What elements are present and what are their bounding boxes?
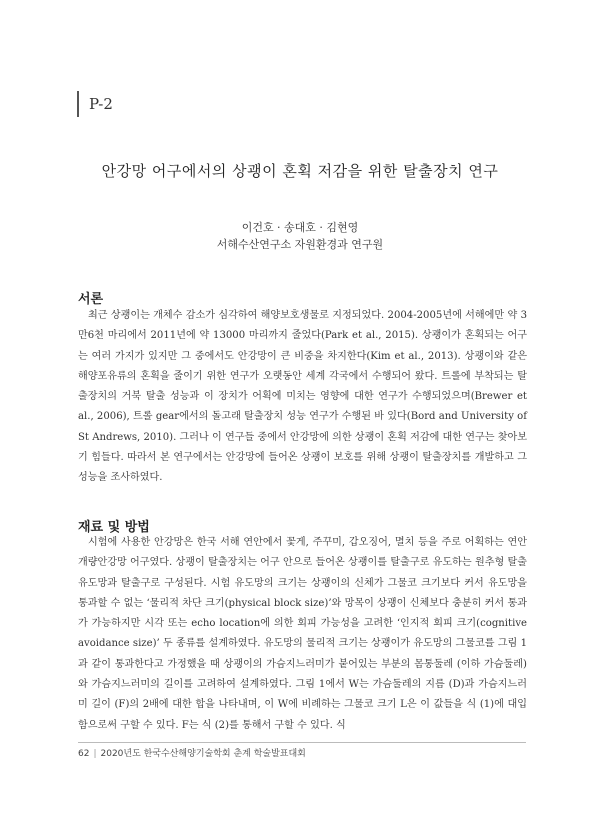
poster-id-tag: P-2 [77, 91, 113, 117]
section-body-methods: 시험에 사용한 안강망은 한국 서해 연안에서 꽃게, 주꾸미, 갑오징어, 멸치 등을 주로 어획하는 연안개량안강망 어구였다. 상괭이 탈출장치는 어구 안으로 들어온 상괭이를 탈출구로 유도하는 원추형 탈출유도망과 탈출구로 구성된다. 시험 유도망의 크기는 상괭이의 신체가 그물코 크기보다 커서 유도망을 통과할 수 없는 ‘물리적 차단 크기(physical block size)’와 망목이 상괭이 신체보다 충분히 커서 통과가 가능하지만 시각 또는 echo location에 의한 회피 가능성을 고려한 ‘인지적 회피 크기(cognitive avoidance size)’ 두 종류를 설계하였다. 유도망의 물리적 크기는 상괭이가 유도망의 그물코를 그림 1과 같이 통과한다고 가정했을 때 상괭이의 가슴지느러미가 붙어있는 부분의 몸통둘레 (이하 가슴둘레)와 가슴지느러미의 길이를 고려하여 설계하였다. 그림 1에서 W는 가슴둘레의 지름 (D)과 가슴지느러미 길이 (F)의 2배에 대한 합을 나타내며, 이 W에 비례하는 그물코 크기 L은 이 값들을 식 (1)에 대입함으로써 구할 수 있다. F는 식 (2)를 통해서 구할 수 있다. 식 [78, 537, 527, 731]
paper-title: 안강망 어구에서의 상괭이 혼획 저감을 위한 탈출장치 연구 [101, 162, 499, 180]
affiliation: 서해수산연구소 자원환경과 연구원 [216, 238, 384, 251]
author-list: 이건호 · 송대호 · 김현영 [241, 221, 359, 234]
section-heading-introduction: 서론 [78, 292, 104, 307]
footer-separator: | [93, 749, 97, 759]
footer-divider [78, 742, 526, 743]
section-heading-methods: 재료 및 방법 [78, 520, 150, 535]
section-body-introduction: 최근 상괭이는 개체수 감소가 심각하여 해양보호생물로 지정되었다. 2004-2005년에 서해에만 약 3만6천 마리에서 2011년에 약 13000 마리까지 줄었다(Park et al., 2015). 상괭이가 혼획되는 어구는 여러 가지가 있지만 그 중에서도 안강망이 큰 비중을 차지한다(Kim et al., 2013). 상괭이와 같은 해양포유류의 혼획을 줄이기 위한 연구가 오랫동안 세계 각국에서 수행되어 왔다. 트롤에 부착되는 탈출장치의 거북 탈출 성능과 이 장치가 어획에 미치는 영향에 대한 연구가 수행되었으며(Brewer et al., 2006), 트롤 gear에서의 돌고래 탈출장치 성능 연구가 수행된 바 있다(Bord and University of St Andrews, 2010). 그러나 이 연구들 중에서 안강망에 의한 상괭이 혼획 저감에 대한 연구는 찾아보기 힘들다. 따라서 본 연구에서는 안강망에 들어온 상괭이 보호를 위해 상괭이 탈출장치를 개발하고 그 성능을 조사하였다. [78, 310, 527, 484]
conference-name: 2020년도 한국수산해양기술학회 춘계 학술발표대회 [100, 749, 306, 759]
page-footer [78, 746, 306, 759]
page-number: 62 [78, 749, 90, 759]
